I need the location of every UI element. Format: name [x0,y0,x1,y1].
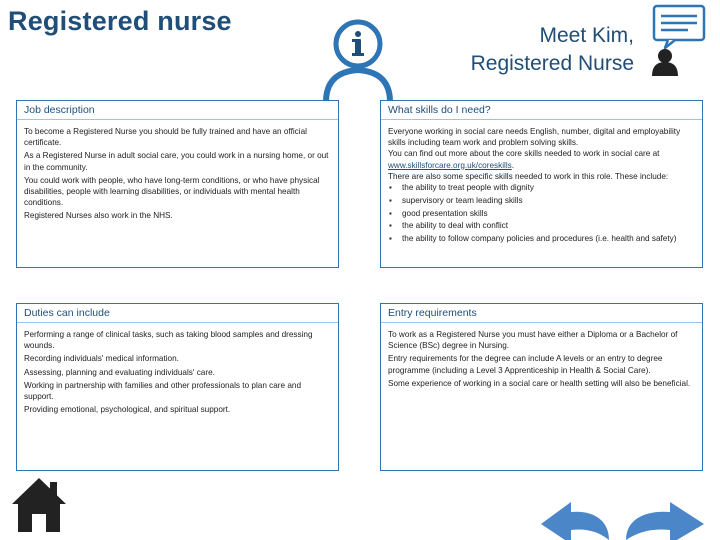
back-arrow-icon[interactable] [525,490,615,540]
duties-paragraph: Recording individuals' medical information. [24,354,179,364]
entry-requirements-panel [380,303,703,471]
duties-paragraph: Assessing, planning and evaluating individuals' care. [24,367,215,377]
duties-paragraph: Performing a range of clinical tasks, such as taking blood samples and dressing wounds. [24,330,313,351]
duties-paragraph: Working in partnership with families and other professionals to plan care and support. [24,380,302,402]
entry-paragraph: Some experience of working in a social care or health setting will also be beneficial. [388,378,691,388]
skills-list-item: ▪ supervisory or team leading skills [402,195,695,206]
duties-paragraph: Providing emotional, psychological, and spiritual support. [24,405,231,415]
job-paragraph: You could work with people, who have long-term conditions, or who have physical disabilities, people with learning disabilities, or individuals with mental health conditions. [24,175,320,208]
forward-arrow-icon[interactable] [618,490,718,540]
coreskills-link[interactable]: www.skillsforcare.org.uk/coreskills [388,160,512,170]
entry-paragraph: Entry requirements for the degree can include A levels or an entry to degree programme (including a Level 3 Apprenticeship in Health & Social Care). [388,354,663,375]
job-paragraph: To become a Registered Nurse you should be fully trained and have an official certificate. [24,127,307,148]
skills-link-line [388,148,695,170]
job-description-heading: Job description [17,101,338,120]
home-icon[interactable] [10,474,68,534]
meet-heading [394,22,634,78]
meet-line-role: Registered Nurse [470,52,634,75]
duties-panel [16,303,339,471]
entry-paragraph: To work as a Registered Nurse you must have either a Diploma or a Bachelor of Science (BSc) degree in Nursing. [388,330,678,351]
meet-line-name: Meet Kim, [539,24,634,47]
skills-list-item: ▪ the ability to deal with conflict [402,220,695,231]
skills-intro: Everyone working in social care needs English, number, digital and employability skills including team work and problem solving skills. [388,127,681,148]
job-description-panel [16,100,339,268]
job-paragraph: As a Registered Nurse in adult social care, you could work in a nursing home, or out in the community. [24,151,329,172]
entry-requirements-heading: Entry requirements [381,304,702,323]
skills-specific: There are also some specific skills needed to work in this role. These include: [388,171,669,181]
job-paragraph: Registered Nurses also work in the NHS. [24,211,173,221]
skills-heading: What skills do I need? [381,101,702,120]
skills-link-suffix: . [511,160,515,170]
profile-speech-icon [648,4,708,76]
skills-list-item: ▪ the ability to follow company policies and procedures (i.e. health and safety) [402,233,695,244]
skills-list [388,182,695,244]
duties-heading: Duties can include [17,304,338,323]
info-person-icon [308,12,408,104]
page-title: Registered nurse [8,6,232,36]
skills-list-item: ▪ the ability to treat people with dignity [402,182,695,193]
skills-list-item: ▪ good presentation skills [402,208,695,219]
skills-panel [380,100,703,268]
skills-link-prefix: You can find out more about the core skills needed to work in social care at [388,149,660,159]
